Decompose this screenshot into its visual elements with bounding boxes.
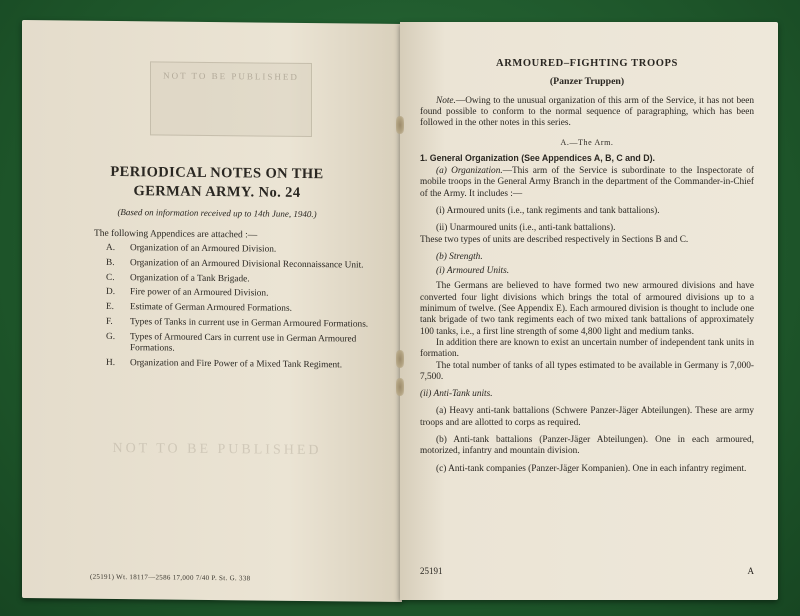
- left-page: [22, 20, 402, 602]
- heavy-anti-tank-paragraph: (a) Heavy anti-tank battalions (Schwere Panzer-Jäger Abteilungen). These are army troops and are allotted to corps as required.: [420, 406, 754, 428]
- footer-signature-letter: A: [747, 566, 754, 576]
- document-title: [72, 163, 362, 204]
- note-text: —Owing to the unusual organization of this arm of the Service, it has not been found possible to conform to the normal sequence of paragraphing, which has been followed in the other notes in this series.: [420, 95, 754, 129]
- paragraph-organization: [420, 166, 754, 200]
- section-title: ARMOURED–FIGHTING TROOPS: [496, 58, 678, 69]
- appendix-letter: C.: [106, 272, 115, 283]
- armoured-units-heading: (i) Armoured Units.: [436, 266, 510, 277]
- note-paragraph: [420, 96, 754, 130]
- item-unarmoured-units: (ii) Unarmoured units (i.e., anti-tank battalions).: [436, 223, 616, 234]
- anti-tank-label: [420, 389, 754, 400]
- rust-staple: [396, 350, 404, 368]
- title-line-2: GERMAN ARMY. No. 24: [133, 183, 301, 201]
- faded-stamp: [150, 61, 312, 137]
- appendix-letter: A.: [106, 242, 116, 253]
- appendix-text: Types of Tanks in current use in German Armoured Formations.: [130, 317, 369, 330]
- list-item: [106, 358, 388, 372]
- appendix-letter: D.: [106, 287, 116, 298]
- faded-stamp-lower: NOT TO BE PUBLISHED: [112, 440, 322, 459]
- rust-staple: [396, 378, 404, 396]
- anti-tank-battalions-paragraph: (b) Anti-tank battalions (Panzer-Jäger Abteilungen). One in each armoured, motorized, infantry and mountain division.: [420, 435, 754, 457]
- appendix-letter: H.: [106, 357, 116, 368]
- list-item: [106, 317, 388, 331]
- appendix-letter: B.: [106, 257, 115, 268]
- based-on-note: (Based on information received up to 14th June, 1940.): [117, 207, 317, 220]
- right-page: [400, 22, 778, 600]
- appendix-text: Organization of a Tank Brigade.: [130, 272, 250, 284]
- para-a-label: (a) Organization.: [436, 166, 503, 177]
- right-page-footer: [420, 566, 754, 576]
- footer-code: 25191: [420, 566, 443, 576]
- item-armoured-units: (i) Armoured units (i.e., tank regiments and tank battalions).: [436, 205, 660, 216]
- section-a-heading: A.—The Arm.: [560, 138, 614, 148]
- appendix-text: Organization of an Armoured Divisional Reconnaissance Unit.: [130, 257, 364, 271]
- independent-units-paragraph: In addition there are known to exist an uncertain number of independent tank units in formation.: [420, 337, 754, 360]
- item-description: These two types of units are described respectively in Sections B and C.: [420, 234, 689, 245]
- booklet: [22, 22, 778, 600]
- anti-tank-companies-paragraph: (c) Anti-tank companies (Panzer-Jäger Kompanien). One in each infantry regiment.: [436, 463, 747, 474]
- list-item: [106, 258, 388, 272]
- appendices-list: [106, 243, 388, 376]
- appendix-letter: E.: [106, 302, 115, 313]
- total-tanks-paragraph: The total number of tanks of all types estimated to be available in Germany is 7,000-7,500.: [420, 360, 754, 382]
- list-item: [106, 272, 388, 286]
- appendix-text: Fire power of an Armoured Division.: [130, 287, 269, 299]
- list-item: [106, 302, 388, 316]
- appendix-text: Estimate of German Armoured Formations.: [130, 302, 292, 315]
- heading-general-organization: 1. General Organization (See Appendices A, B, C and D).: [420, 152, 655, 163]
- section-subtitle: (Panzer Truppen): [549, 76, 625, 88]
- list-item: [106, 287, 388, 301]
- list-item: [106, 332, 388, 358]
- right-page-body: [420, 58, 754, 475]
- anti-tank-heading: (ii) Anti-Tank units.: [420, 389, 493, 400]
- para-a-text: —This arm of the Service is subordinate to the Inspectorate of mobile troops in the General Army Branch in the department of the Commander-in-Chief of the Army. It includes :—: [420, 166, 754, 199]
- appendices-intro: The following Appendices are attached :—: [94, 228, 258, 241]
- note-label: Note.: [436, 95, 456, 106]
- list-item: [106, 243, 388, 257]
- appendix-text: Organization and Fire Power of a Mixed Tank Regiment.: [130, 358, 343, 371]
- armoured-units-label: [420, 266, 754, 277]
- appendix-letter: G.: [106, 331, 116, 342]
- para-b-label: [420, 252, 754, 263]
- appendix-text: Types of Armoured Cars in current use in German Armoured Formations.: [130, 331, 357, 354]
- rust-staple: [396, 116, 404, 134]
- strength-label: (b) Strength.: [436, 251, 483, 262]
- title-line-1: PERIODICAL NOTES ON THE: [110, 163, 324, 183]
- appendix-text: Organization of an Armoured Division.: [130, 243, 277, 255]
- appendix-letter: F.: [106, 316, 113, 327]
- armoured-units-paragraph: The Germans are believed to have formed two new armoured divisions and have converted four light divisions which brings the total of armoured divisions up to a minimum of twelve. (See Appendix E). Each armoured division is thought to include one tank brigade of two tank regiments each of two mixed tank battalions of approximately 100 tanks, i.e., a first line strength of some 4,800 light and medium tanks.: [420, 281, 754, 337]
- print-footer: (25191) Wt. 18117—2586 17,000 7/40 P. St. G. 338: [90, 572, 251, 583]
- faded-stamp-text: NOT TO BE PUBLISHED: [163, 70, 299, 82]
